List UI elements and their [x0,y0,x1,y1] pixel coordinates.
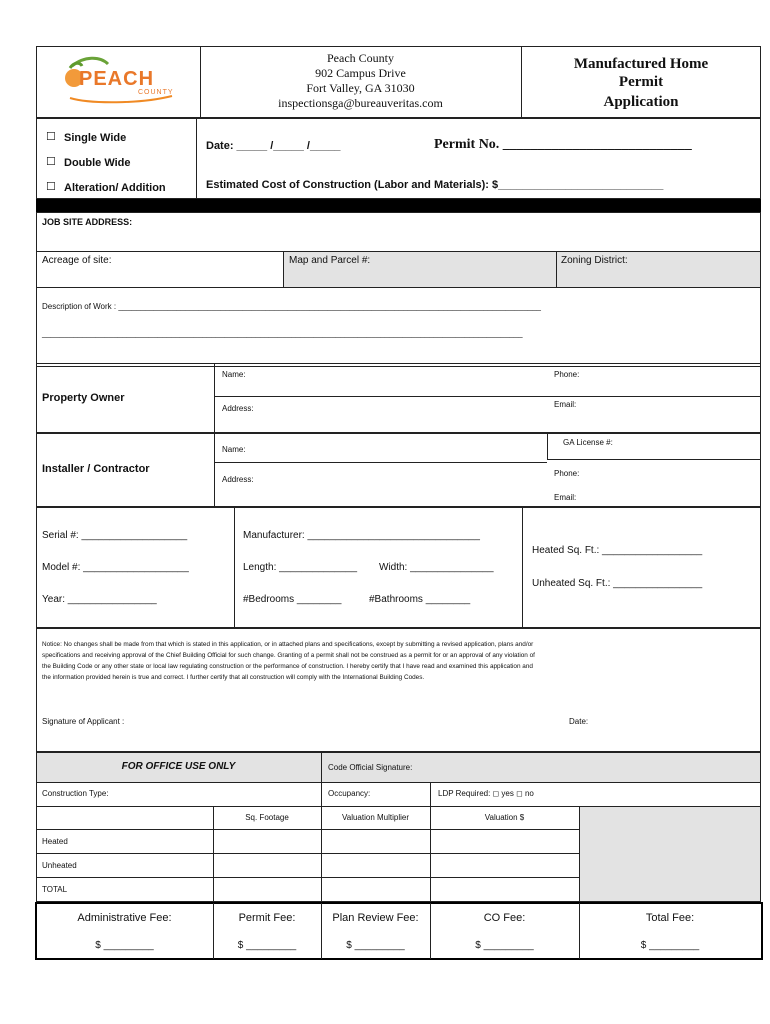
plan-review-fee-input[interactable]: $ _________ [346,940,405,951]
county-email: inspectionsga@bureauveritas.com [278,96,443,110]
office-box [36,752,761,902]
ga-license-field[interactable]: GA License #: [563,438,613,447]
double-wide-label: Double Wide [64,157,131,169]
owner-name-field[interactable]: Name: [222,370,246,379]
heated-row-label: Heated [42,837,68,846]
manufacturer-field[interactable]: Manufacturer: _______________________________ [243,530,480,541]
administrative-fee-input[interactable]: $ _________ [95,940,154,951]
zoning-district-field[interactable]: Zoning District: [561,255,628,266]
map-parcel-field[interactable]: Map and Parcel #: [289,255,371,266]
divider [556,251,557,288]
notice-line-3: the Building Code or any other state or local law regulating construction or the performance of construction. I hereby certify that I have read and examined this application and [42,663,533,670]
divider [234,507,235,628]
county-street: 902 Campus Drive [315,66,406,80]
ldp-required-field[interactable]: LDP Required: ◻ yes ◻ no [438,789,534,798]
notice-line-1: Notice: No changes shall be made from that which is stated in this application, or in attached plans and specifications, except by submitting a revised application, plans and/or [42,641,534,648]
logo-text: PEACH [79,68,155,90]
model-number-field[interactable]: Model #: ___________________ [42,562,189,573]
permit-fee-label: Permit Fee: [238,912,296,924]
date-field[interactable]: Date: _____ /_____ /_____ [206,140,341,152]
divider [214,396,761,397]
acreage-field[interactable]: Acreage of site: [42,255,112,266]
installer-heading: Installer / Contractor [42,463,150,475]
divider [430,782,431,806]
administrative-fee-label: Administrative Fee: [77,912,172,924]
description-of-work-field[interactable]: Description of Work : _______________________________________________________________________________________________ [42,302,541,311]
office-use-heading: FOR OFFICE USE ONLY [121,761,236,772]
plan-review-fee-label: Plan Review Fee: [332,912,419,924]
serial-number-field[interactable]: Serial #: ___________________ [42,530,188,541]
owner-email-field[interactable]: Email: [554,400,577,409]
year-field[interactable]: Year: ________________ [42,594,157,605]
notice-line-2: specifications and receiving approval of the Chief Building Official for such change. Granting of a permit shall not be construed as a permit for or an approval of any violation of [42,652,535,659]
single-wide-checkbox[interactable]: ☐ [46,131,56,143]
divider [214,363,215,433]
divider [36,877,579,878]
applicant-signature-field[interactable]: Signature of Applicant : [42,717,125,726]
signature-date-field[interactable]: Date: [569,717,589,726]
divider [547,459,761,460]
divider [579,806,580,902]
job-site-address-field[interactable]: JOB SITE ADDRESS: [42,217,133,227]
divider [36,853,579,854]
sq-footage-header: Sq. Footage [245,813,289,822]
valuation-header: Valuation $ [484,813,525,822]
owner-address-field[interactable]: Address: [222,404,254,413]
owner-box [36,363,761,433]
county-name: Peach County [327,51,394,65]
county-city: Fort Valley, GA 31030 [306,81,415,95]
heated-sqft-field[interactable]: Heated Sq. Ft.: __________________ [532,545,703,556]
job-site-box [36,212,761,367]
double-wide-checkbox[interactable]: ☐ [46,156,56,168]
property-owner-heading: Property Owner [42,392,125,404]
single-wide-label: Single Wide [64,132,127,144]
divider [36,806,761,807]
permit-fee-input[interactable]: $ _________ [237,940,297,951]
bedrooms-field[interactable]: #Bedrooms ________ [243,594,342,605]
divider [522,507,523,628]
divider [36,287,761,288]
divider [214,462,547,463]
owner-phone-field[interactable]: Phone: [554,370,580,379]
total-fee-label: Total Fee: [645,912,695,924]
divider [321,752,322,806]
alteration-label: Alteration/ Addition [64,182,166,194]
valuation-multiplier-header: Valuation Multiplier [342,813,409,822]
permit-number-field[interactable]: Permit No. ___________________________ [434,137,692,152]
notice-line-4: the information provided herein is true and correct. I further certify that all construction will comply with the International Building Codes. [42,674,425,681]
form-title-line3: Application [603,94,679,110]
unheated-sqft-field[interactable]: Unheated Sq. Ft.: ________________ [532,578,703,589]
divider [214,433,215,507]
description-line-2[interactable]: ____________________________________________________________________________________________________________ [42,329,523,338]
divider [36,829,579,830]
bathrooms-field[interactable]: #Bathrooms ________ [369,594,471,605]
width-field[interactable]: Width: _______________ [379,562,494,573]
logo-subtext: COUNTY [138,89,174,96]
form-title-line2: Permit [618,74,664,90]
construction-type-field[interactable]: Construction Type: [42,789,109,798]
installer-name-field[interactable]: Name: [222,445,246,454]
code-official-signature-field[interactable]: Code Official Signature: [328,763,413,772]
installer-phone-field[interactable]: Phone: [554,469,580,478]
black-separator-bar [36,199,761,212]
installer-address-field[interactable]: Address: [222,475,254,484]
divider [283,251,284,288]
total-row-label: TOTAL [42,885,68,894]
installer-email-field[interactable]: Email: [554,493,577,502]
divider [547,433,548,459]
alteration-checkbox[interactable]: ☐ [46,181,56,193]
length-field[interactable]: Length: ______________ [243,562,358,573]
unheated-row-label: Unheated [42,861,77,870]
type-divider [196,118,197,199]
form-title-line1: Manufactured Home [573,56,709,72]
total-fee-input[interactable]: $ _________ [640,940,700,951]
estimated-cost-field[interactable]: Estimated Cost of Construction (Labor and Materials): $___________________________ [206,179,664,191]
co-fee-label: CO Fee: [483,912,526,924]
co-fee-input[interactable]: $ _________ [475,940,534,951]
divider [36,782,761,783]
occupancy-field[interactable]: Occupancy: [328,789,371,798]
